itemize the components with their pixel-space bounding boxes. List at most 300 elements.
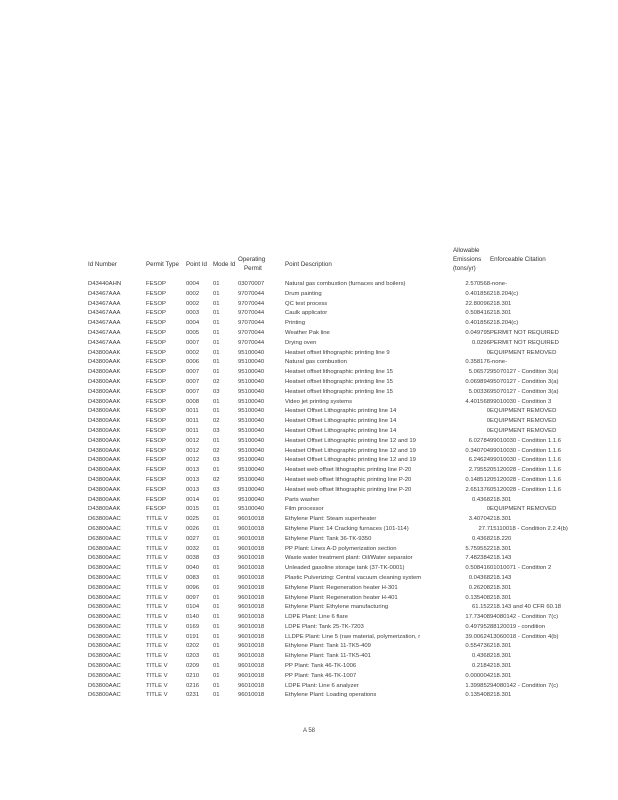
cell-point-id: 0025 <box>186 516 200 523</box>
cell-id-number: D63800AAC <box>88 623 121 630</box>
cell-permit-type: TITLE V <box>146 623 168 630</box>
cell-allowable-emissions: 39.00624 <box>465 633 490 640</box>
cell-enforceable-citation: 95070127 - Condition 3(a) <box>490 369 559 376</box>
cell-id-number: D43800AAK <box>88 369 121 376</box>
cell-enforceable-citation: 218.301 <box>490 310 512 317</box>
cell-point-id: 0104 <box>186 604 200 611</box>
cell-point-id: 0203 <box>186 653 200 660</box>
col-allowable-1: Allowable <box>453 247 480 254</box>
cell-mode-id: 01 <box>213 643 220 650</box>
cell-id-number: D63800AAC <box>88 672 121 679</box>
cell-allowable-emissions: 2.570568 <box>465 281 490 287</box>
cell-id-number: D43800AAK <box>88 437 121 444</box>
cell-allowable-emissions: 0.04368 <box>468 574 490 581</box>
cell-enforceable-citation: 88120019 - condition <box>490 623 546 630</box>
cell-id-number: D63800AAC <box>88 653 121 660</box>
cell-allowable-emissions: 0.135408 <box>465 692 490 699</box>
table-row <box>0 623 618 633</box>
cell-allowable-emissions: 0.4368 <box>471 535 490 542</box>
cell-operating-permit: 95100040 <box>238 437 265 444</box>
cell-enforceable-citation: 218.204(c) <box>490 320 519 327</box>
col-permit-type: Permit Type <box>146 261 179 268</box>
cell-id-number: D43467AAA <box>88 290 121 297</box>
cell-operating-permit: 96010018 <box>238 682 265 689</box>
cell-point-description: Drum painting <box>285 290 322 297</box>
cell-permit-type: FESOP <box>146 398 166 405</box>
cell-point-id: 0015 <box>186 506 200 513</box>
cell-id-number: D43800AAK <box>88 418 121 425</box>
cell-point-description: Natural gas combustion (furnaces and boilers) <box>285 281 406 287</box>
cell-mode-id: 01 <box>213 663 220 670</box>
cell-mode-id: 01 <box>213 614 220 621</box>
cell-allowable-emissions: 0.508416 <box>465 310 490 317</box>
cell-mode-id: 01 <box>213 594 220 601</box>
cell-enforceable-citation: 218.204(c) <box>490 290 519 297</box>
cell-point-description: Heatset Offset Lithographic printing line 12 and 19 <box>285 457 416 464</box>
cell-allowable-emissions: 0 <box>486 408 490 415</box>
cell-point-description: Heatset Offset Lithographic printing line 14 <box>285 427 397 434</box>
table-row <box>0 280 618 290</box>
cell-id-number: D43467AAA <box>88 300 121 307</box>
cell-point-id: 0004 <box>186 281 200 287</box>
cell-operating-permit: 96010018 <box>238 633 265 640</box>
cell-enforceable-citation: 94080142 - Condition 7(c) <box>490 614 559 621</box>
cell-enforceable-citation: -none- <box>490 359 508 366</box>
cell-point-description: Film processor <box>285 506 324 513</box>
cell-operating-permit: 96010018 <box>238 692 265 699</box>
cell-permit-type: TITLE V <box>146 565 168 572</box>
col-point-id: Point Id <box>186 261 207 268</box>
cell-enforceable-citation: 218.220 <box>490 535 512 542</box>
cell-mode-id: 01 <box>213 339 220 346</box>
cell-id-number: D63800AAC <box>88 604 121 611</box>
col-id-number: Id Number <box>88 261 117 268</box>
cell-mode-id: 03 <box>213 457 220 464</box>
table-row <box>0 535 618 545</box>
cell-enforceable-citation: 94080142 - Condition 7(c) <box>490 682 559 689</box>
cell-mode-id: 01 <box>213 320 220 327</box>
cell-allowable-emissions: 0.2184 <box>471 663 490 670</box>
cell-point-description: Ethylene Plant: Ethylene manufacturing <box>285 604 389 611</box>
table-row <box>0 368 618 378</box>
table-row <box>0 358 618 368</box>
cell-operating-permit: 95100040 <box>238 457 265 464</box>
cell-point-id: 0005 <box>186 329 200 336</box>
cell-permit-type: TITLE V <box>146 643 168 650</box>
cell-point-id: 0202 <box>186 643 200 650</box>
cell-operating-permit: 95100040 <box>238 378 265 385</box>
page-label: A 58 <box>302 728 315 734</box>
cell-mode-id: 01 <box>213 653 220 660</box>
cell-id-number: D43467AAA <box>88 320 121 327</box>
table-row <box>0 496 618 506</box>
cell-enforceable-citation: 15110018 - Condition 2.2.4(b) <box>490 525 568 532</box>
cell-mode-id: 01 <box>213 281 220 287</box>
cell-mode-id: 03 <box>213 486 220 493</box>
cell-point-id: 0191 <box>186 633 200 640</box>
cell-point-description: Video jet printing systems <box>285 398 353 405</box>
cell-mode-id: 01 <box>213 545 220 552</box>
cell-operating-permit: 97070044 <box>238 329 265 336</box>
cell-allowable-emissions: 17.73408 <box>465 614 490 621</box>
cell-point-description: Heatset Offset Lithographic printing line 12 and 19 <box>285 447 416 454</box>
table-row <box>0 349 618 359</box>
cell-point-description: Ethylene Plant: Steam superheater <box>285 516 377 523</box>
cell-enforceable-citation: 99010030 - Condition 1.1.6 <box>490 447 562 454</box>
cell-operating-permit: 95100040 <box>238 486 265 493</box>
cell-mode-id: 01 <box>213 496 220 503</box>
cell-mode-id: 01 <box>213 535 220 542</box>
cell-mode-id: 01 <box>213 310 220 317</box>
cell-allowable-emissions: 0.26208 <box>468 584 490 591</box>
cell-operating-permit: 95100040 <box>238 418 265 425</box>
cell-point-id: 0140 <box>186 614 200 621</box>
cell-enforceable-citation: 218.143 <box>490 574 512 581</box>
cell-enforceable-citation: 218.301 <box>490 300 512 307</box>
cell-mode-id: 01 <box>213 525 220 532</box>
cell-point-description: Heatset offset lithographic printing line 9 <box>285 349 390 356</box>
cell-point-description: Natural gas combustion <box>285 359 347 366</box>
cell-point-id: 0210 <box>186 672 200 679</box>
cell-operating-permit: 95100040 <box>238 408 265 415</box>
cell-enforceable-citation: PERMIT NOT REQUIRED <box>490 329 559 336</box>
cell-permit-type: TITLE V <box>146 633 168 640</box>
cell-point-id: 0169 <box>186 623 200 630</box>
cell-mode-id: 01 <box>213 349 220 356</box>
cell-allowable-emissions: 0.340704 <box>465 447 490 454</box>
cell-permit-type: TITLE V <box>146 663 168 670</box>
cell-operating-permit: 97070044 <box>238 290 265 297</box>
cell-mode-id: 01 <box>213 300 220 307</box>
cell-operating-permit: 95100040 <box>238 427 265 434</box>
cell-point-id: 0083 <box>186 574 200 581</box>
table-row <box>0 486 618 496</box>
cell-permit-type: FESOP <box>146 281 166 287</box>
cell-enforceable-citation: 218.301 <box>490 594 512 601</box>
col-citation: Enforceable Citation <box>490 256 546 263</box>
cell-id-number: D63800AAC <box>88 682 121 689</box>
col-point-description: Point Description <box>285 261 332 268</box>
cell-allowable-emissions: 22.80096 <box>465 300 490 307</box>
cell-point-id: 0012 <box>186 437 200 444</box>
cell-allowable-emissions: 0.401856 <box>465 290 490 297</box>
emissions-table <box>0 280 618 701</box>
table-row <box>0 603 618 613</box>
cell-enforceable-citation: 218.301 <box>490 584 512 591</box>
cell-allowable-emissions: 0 <box>486 418 490 425</box>
cell-allowable-emissions: 6.24624 <box>468 457 490 464</box>
cell-permit-type: FESOP <box>146 476 166 483</box>
cell-point-id: 0002 <box>186 290 200 297</box>
table-row <box>0 339 618 349</box>
cell-point-description: Ethylene Plant: 14 Cracking furnaces (101-114) <box>285 525 409 532</box>
cell-enforceable-citation: 99010030 - Condition 1.1.6 <box>490 457 562 464</box>
cell-point-id: 0027 <box>186 535 200 542</box>
cell-id-number: D43800AAK <box>88 408 121 415</box>
cell-mode-id: 01 <box>213 506 220 513</box>
cell-allowable-emissions: 5.06572 <box>468 369 490 376</box>
cell-id-number: D63800AAC <box>88 555 121 562</box>
cell-operating-permit: 95100040 <box>238 476 265 483</box>
cell-point-id: 0011 <box>186 427 199 434</box>
cell-point-description: Heatset offset lithographic printing line 15 <box>285 378 393 385</box>
cell-enforceable-citation: 05120028 - Condition 1.1.6 <box>490 486 562 493</box>
table-row <box>0 466 618 476</box>
cell-allowable-emissions: 3.40704 <box>468 516 490 523</box>
cell-enforceable-citation: 13060018 - Condition 4(b) <box>490 633 559 640</box>
cell-permit-type: TITLE V <box>146 672 168 679</box>
cell-mode-id: 01 <box>213 584 220 591</box>
cell-operating-permit: 95100040 <box>238 467 265 474</box>
table-row <box>0 476 618 486</box>
table-row <box>0 545 618 555</box>
cell-permit-type: TITLE V <box>146 545 168 552</box>
table-row <box>0 515 618 525</box>
cell-permit-type: FESOP <box>146 388 166 395</box>
cell-id-number: D43800AAK <box>88 447 121 454</box>
cell-id-number: D43800AAK <box>88 506 121 513</box>
cell-enforceable-citation: 218.301 <box>490 672 512 679</box>
cell-permit-type: FESOP <box>146 486 166 493</box>
cell-enforceable-citation: 95070127 - Condition 3(a) <box>490 378 559 385</box>
cell-point-description: Parts washer <box>285 496 320 503</box>
table-row <box>0 662 618 672</box>
cell-id-number: D43800AAK <box>88 398 121 405</box>
cell-operating-permit: 96010018 <box>238 604 265 611</box>
cell-id-number: D63800AAC <box>88 535 121 542</box>
cell-mode-id: 02 <box>213 447 220 454</box>
col-allowable-2: Emissions <box>453 256 482 263</box>
table-row <box>0 594 618 604</box>
cell-mode-id: 01 <box>213 467 220 474</box>
cell-operating-permit: 96010018 <box>238 643 265 650</box>
cell-enforceable-citation: 218.301 <box>490 653 512 660</box>
cell-operating-permit: 97070044 <box>238 300 265 307</box>
cell-allowable-emissions: 2.79552 <box>468 467 490 474</box>
cell-point-description: Weather Pak line <box>285 329 330 336</box>
cell-point-id: 0007 <box>186 339 200 346</box>
cell-id-number: D43800AAK <box>88 349 121 356</box>
cell-enforceable-citation: 218.301 <box>490 692 512 699</box>
table-row <box>0 691 618 701</box>
cell-id-number: D43800AAK <box>88 476 121 483</box>
table-row <box>0 388 618 398</box>
table-row <box>0 584 618 594</box>
cell-enforceable-citation: 218.301 <box>490 663 512 670</box>
cell-permit-type: FESOP <box>146 437 166 444</box>
col-allowable-3: (tons/yr) <box>453 265 476 272</box>
cell-permit-type: TITLE V <box>146 594 168 601</box>
cell-permit-type: FESOP <box>146 467 166 474</box>
table-row <box>0 417 618 427</box>
cell-allowable-emissions: 2.651376 <box>465 486 490 493</box>
cell-permit-type: FESOP <box>146 369 166 376</box>
cell-id-number: D43800AAK <box>88 486 121 493</box>
cell-operating-permit: 96010018 <box>238 516 265 523</box>
cell-mode-id: 03 <box>213 427 220 434</box>
table-row <box>0 554 618 564</box>
cell-permit-type: FESOP <box>146 300 166 307</box>
cell-point-description: Ethylene Plant: Regeneration heater H-301 <box>285 584 398 591</box>
cell-enforceable-citation: EQUIPMENT REMOVED <box>490 418 557 425</box>
cell-allowable-emissions: 5.759552 <box>465 545 490 552</box>
cell-operating-permit: 96010018 <box>238 623 265 630</box>
cell-allowable-emissions: 0.135408 <box>465 594 490 601</box>
cell-operating-permit: 95100040 <box>238 359 265 366</box>
cell-mode-id: 03 <box>213 388 220 395</box>
cell-point-description: PP Plant: Tank 46-TK-1007 <box>285 672 357 679</box>
cell-allowable-emissions: 4.401568 <box>465 398 490 405</box>
cell-mode-id: 01 <box>213 398 220 405</box>
table-row <box>0 319 618 329</box>
cell-allowable-emissions: 0.554736 <box>465 643 490 650</box>
cell-allowable-emissions: 7.482384 <box>465 555 490 562</box>
col-operating-permit-2: Permit <box>244 265 262 272</box>
cell-operating-permit: 97070044 <box>238 339 265 346</box>
cell-id-number: D43800AAK <box>88 496 121 503</box>
table-row <box>0 378 618 388</box>
cell-permit-type: TITLE V <box>146 574 168 581</box>
cell-enforceable-citation: 99010030 - Condition 3 <box>490 398 552 405</box>
cell-allowable-emissions: 0.401856 <box>465 320 490 327</box>
cell-permit-type: TITLE V <box>146 692 168 699</box>
cell-allowable-emissions: 61.152 <box>471 604 490 611</box>
cell-operating-permit: 96010018 <box>238 594 265 601</box>
cell-permit-type: TITLE V <box>146 682 168 689</box>
cell-mode-id: 01 <box>213 369 220 376</box>
table-row <box>0 652 618 662</box>
cell-point-description: Ethylene Plant: Regeneration heater H-401 <box>285 594 398 601</box>
cell-allowable-emissions: 0.049795 <box>465 329 490 336</box>
cell-point-id: 0004 <box>186 320 200 327</box>
cell-point-description: Ethylene Plant: Tank 36-TK-9350 <box>285 535 372 542</box>
cell-operating-permit: 96010018 <box>238 653 265 660</box>
cell-allowable-emissions: 1.399852 <box>465 682 490 689</box>
cell-mode-id: 01 <box>213 633 220 640</box>
cell-id-number: D63800AAC <box>88 633 121 640</box>
cell-operating-permit: 96010018 <box>238 545 265 552</box>
cell-operating-permit: 96010018 <box>238 555 265 562</box>
cell-point-description: LDPE Plant: Tank 25-TK-7203 <box>285 623 364 630</box>
table-row <box>0 427 618 437</box>
cell-permit-type: FESOP <box>146 339 166 346</box>
cell-id-number: D63800AAC <box>88 643 121 650</box>
cell-mode-id: 01 <box>213 359 220 366</box>
cell-mode-id: 01 <box>213 516 220 523</box>
table-row <box>0 407 618 417</box>
cell-enforceable-citation: EQUIPMENT REMOVED <box>490 408 557 415</box>
cell-point-description: Heatset web offset lithographic printing line P-20 <box>285 467 412 474</box>
cell-id-number: D43440AHN <box>88 281 122 287</box>
cell-operating-permit: 95100040 <box>238 398 265 405</box>
cell-id-number: D63800AAC <box>88 594 121 601</box>
cell-enforceable-citation: -none- <box>490 281 508 287</box>
cell-point-description: Caulk applicator <box>285 310 328 317</box>
cell-enforceable-citation: 218.301 <box>490 516 512 523</box>
cell-allowable-emissions: 0.497952 <box>465 623 490 630</box>
cell-point-id: 0096 <box>186 584 200 591</box>
cell-permit-type: FESOP <box>146 447 166 454</box>
cell-point-id: 0216 <box>186 682 200 689</box>
cell-point-id: 0040 <box>186 565 200 572</box>
cell-permit-type: FESOP <box>146 408 166 415</box>
cell-enforceable-citation: PERMIT NOT REQUIRED <box>490 339 559 346</box>
cell-operating-permit: 96010018 <box>238 525 265 532</box>
table-row <box>0 447 618 457</box>
cell-point-id: 0007 <box>186 388 200 395</box>
cell-operating-permit: 95100040 <box>238 388 265 395</box>
cell-operating-permit: 95100040 <box>238 369 265 376</box>
cell-point-description: Heatset offset lithographic printing line 15 <box>285 388 393 395</box>
cell-allowable-emissions: 0.069894 <box>465 378 490 385</box>
cell-permit-type: FESOP <box>146 310 166 317</box>
cell-point-id: 0002 <box>186 349 200 356</box>
cell-mode-id: 01 <box>213 692 220 699</box>
cell-id-number: D43800AAK <box>88 467 121 474</box>
cell-mode-id: 01 <box>213 290 220 297</box>
cell-permit-type: TITLE V <box>146 535 168 542</box>
table-row <box>0 564 618 574</box>
cell-allowable-emissions: 0 <box>486 427 490 434</box>
cell-operating-permit: 96010018 <box>238 535 265 542</box>
cell-point-description: Waste water treatment plant: Oil/Water separator <box>285 555 413 562</box>
cell-allowable-emissions: 0.0296 <box>471 339 490 346</box>
cell-operating-permit: 96010018 <box>238 614 265 621</box>
cell-point-description: Heatset web offset lithographic printing line P-20 <box>285 486 412 493</box>
cell-operating-permit: 97070044 <box>238 320 265 327</box>
cell-allowable-emissions: 5.00336 <box>468 388 490 395</box>
cell-permit-type: FESOP <box>146 496 166 503</box>
cell-mode-id: 02 <box>213 418 220 425</box>
cell-enforceable-citation: 218.301 <box>490 643 512 650</box>
cell-permit-type: FESOP <box>146 418 166 425</box>
cell-point-id: 0013 <box>186 476 200 483</box>
table-row <box>0 672 618 682</box>
cell-permit-type: FESOP <box>146 290 166 297</box>
cell-operating-permit: 97070044 <box>238 310 265 317</box>
table-row <box>0 309 618 319</box>
table-row <box>0 300 618 310</box>
cell-allowable-emissions: 0 <box>486 506 490 513</box>
cell-point-description: Heatset web offset lithographic printing line P-20 <box>285 476 412 483</box>
table-row <box>0 456 618 466</box>
cell-point-description: PP Plant: Tank 46-TK-1006 <box>285 663 357 670</box>
cell-allowable-emissions: 0 <box>486 349 490 356</box>
cell-mode-id: 01 <box>213 437 220 444</box>
cell-id-number: D43467AAA <box>88 329 121 336</box>
cell-point-id: 0013 <box>186 467 200 474</box>
cell-point-id: 0231 <box>186 692 200 699</box>
cell-permit-type: FESOP <box>146 349 166 356</box>
cell-id-number: D63800AAC <box>88 545 121 552</box>
cell-enforceable-citation: 05120028 - Condition 1.1.6 <box>490 467 562 474</box>
cell-enforceable-citation: EQUIPMENT REMOVED <box>490 349 557 356</box>
cell-id-number: D63800AAC <box>88 663 121 670</box>
cell-operating-permit: 96010018 <box>238 663 265 670</box>
cell-operating-permit: 95100040 <box>238 496 265 503</box>
cell-id-number: D43467AAA <box>88 339 121 346</box>
cell-point-description: Unleaded gasoline storage tank (37-TK-0001) <box>285 565 405 572</box>
cell-permit-type: FESOP <box>146 320 166 327</box>
cell-id-number: D63800AAC <box>88 692 121 699</box>
cell-allowable-emissions: 0.4368 <box>471 653 490 660</box>
cell-mode-id: 01 <box>213 623 220 630</box>
cell-point-description: Heatset Offset Lithographic printing line 12 and 19 <box>285 437 416 444</box>
cell-permit-type: FESOP <box>146 378 166 385</box>
cell-id-number: D63800AAC <box>88 525 121 532</box>
cell-operating-permit: 96010018 <box>238 574 265 581</box>
cell-allowable-emissions: 0.148512 <box>465 476 490 483</box>
